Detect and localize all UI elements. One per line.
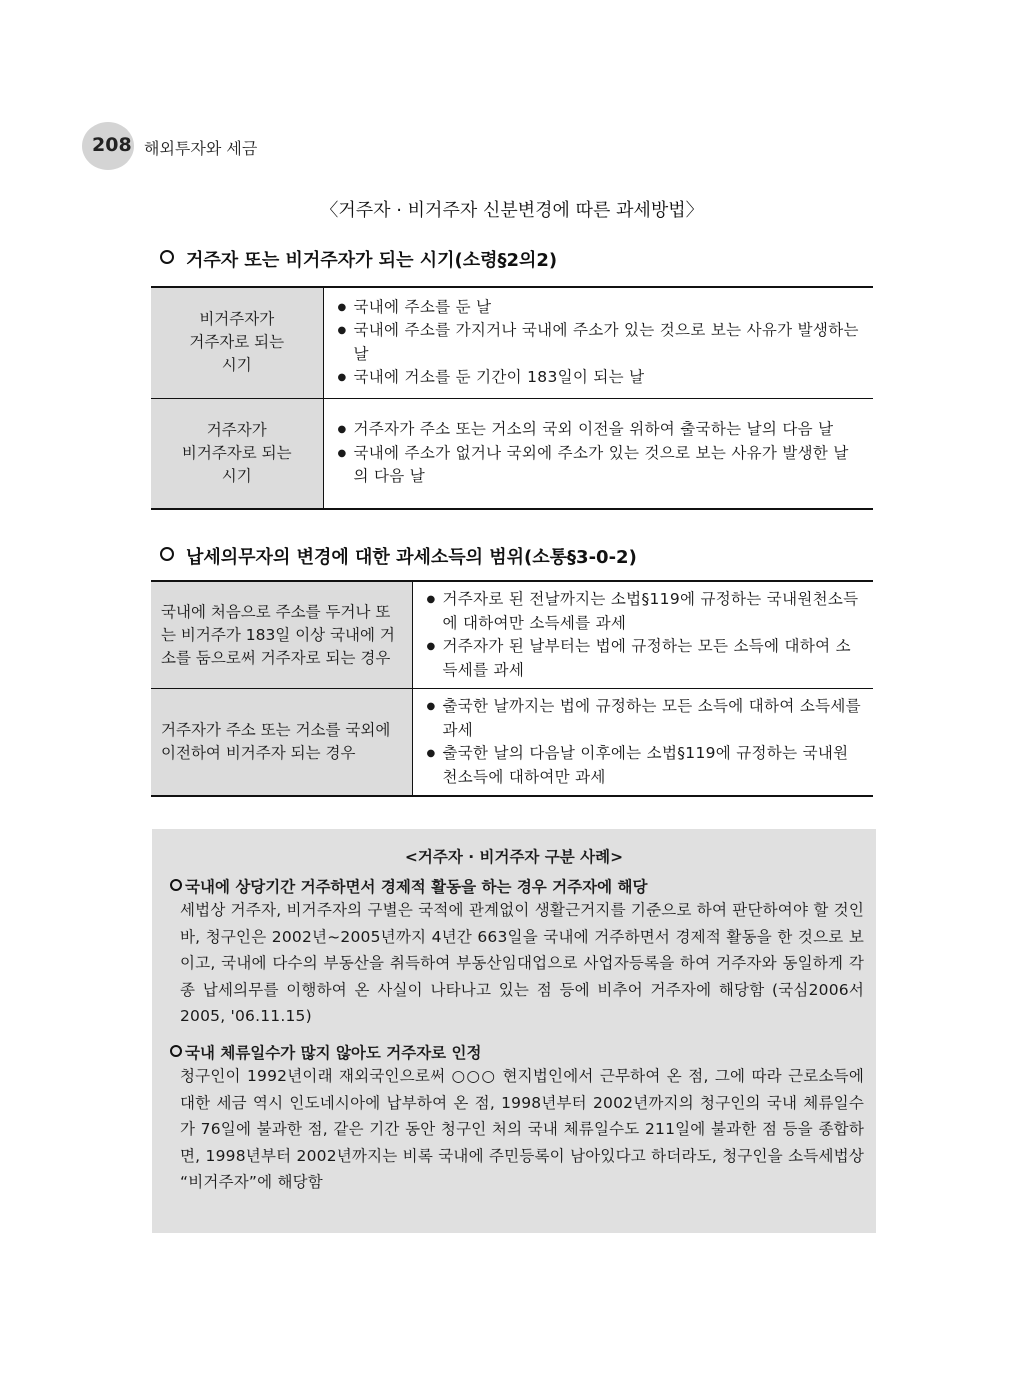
table-row bbox=[151, 581, 873, 689]
timing-row-label bbox=[151, 398, 323, 509]
timing-heading bbox=[160, 246, 557, 272]
page-number: 208 bbox=[92, 134, 132, 156]
page-header bbox=[82, 122, 482, 168]
circle-bullet-icon bbox=[170, 879, 182, 891]
label-line: 비거주자가 bbox=[199, 310, 275, 329]
list-item: ● 국내에 주소를 둔 날 bbox=[338, 296, 864, 320]
label-line: 시기 bbox=[221, 356, 252, 375]
label-line: 시기 bbox=[221, 466, 252, 485]
scope-row-content bbox=[412, 581, 873, 689]
case-heading bbox=[170, 1041, 482, 1063]
circle-bullet-icon bbox=[160, 547, 174, 561]
scope-row-label: 거주자가 주소 또는 거소를 국외에 이전하여 비거주자 되는 경우 bbox=[151, 689, 412, 797]
timing-row-label bbox=[151, 287, 323, 398]
case-body: 청구인이 1992년이래 재외국인으로써 ○○○ 현지법인에서 근무하여 온 점, 그에 따라 근로소득에 대한 세금 역시 인도네시아에 납부하여 온 점, 1998년부터 2002년까지의 청구인의 국내 체류일수가 76일에 불과한 점, 같은 기간 동안 청구인 처의 국내 체류일수도 211일에 불과한 점 등을 종합하면, 1998년부터 2002년까지는 비록 국내에 주민등록이 남아있다고 하더라도, 청구인을 소득세법상 “비거주자”에 해당함 bbox=[180, 1067, 864, 1191]
circle-bullet-icon bbox=[170, 1045, 182, 1057]
list-item: ● 국내에 거소를 둔 기간이 183일이 되는 날 bbox=[338, 366, 864, 390]
scope-heading-text: 납세의무자의 변경에 대한 과세소득의 범위(소통§3-0-2) bbox=[186, 547, 637, 568]
case-examples-box bbox=[152, 829, 876, 1233]
table-row bbox=[151, 398, 873, 509]
list-item: ● 출국한 날의 다음날 이후에는 소법§119에 규정하는 국내원천소득에 대하여만 과세 bbox=[427, 742, 864, 789]
list-item: ● 국내에 주소를 가지거나 국내에 주소가 있는 것으로 보는 사유가 발생하는 날 bbox=[338, 319, 864, 366]
section-title: 〈거주자 · 비거주자 신분변경에 따른 과세방법〉 bbox=[320, 200, 704, 221]
case-heading-text: 국내에 상당기간 거주하면서 경제적 활동을 하는 경우 거주자에 해당 bbox=[185, 878, 648, 896]
list-item: ● 거주자가 주소 또는 거소의 국외 이전을 위하여 출국하는 날의 다음 날 bbox=[338, 418, 864, 442]
table-row bbox=[151, 689, 873, 797]
case-heading-text: 국내 체류일수가 많지 않아도 거주자로 인정 bbox=[185, 1044, 482, 1062]
timing-row-content bbox=[323, 398, 873, 509]
label-line: 비거주자로 되는 bbox=[181, 443, 292, 462]
label-line: 거주자가 bbox=[206, 420, 267, 439]
circle-bullet-icon bbox=[160, 250, 174, 264]
label-line: 거주자로 되는 bbox=[189, 333, 285, 352]
scope-row-label: 국내에 처음으로 주소를 두거나 또는 비거주가 183일 이상 국내에 거소를 둠으로써 거주자로 되는 경우 bbox=[151, 581, 412, 689]
list-item: ● 거주자가 된 날부터는 법에 규정하는 모든 소득에 대하여 소득세를 과세 bbox=[427, 635, 864, 682]
list-item: ● 국내에 주소가 없거나 국외에 주소가 있는 것으로 보는 사유가 발생한 날의 다음 날 bbox=[338, 442, 864, 489]
running-header-title: 해외투자와 세금 bbox=[144, 139, 258, 158]
scope-table bbox=[151, 580, 873, 797]
list-item: ● 출국한 날까지는 법에 규정하는 모든 소득에 대하여 소득세를 과세 bbox=[427, 695, 864, 742]
scope-row-content bbox=[412, 689, 873, 797]
scope-heading bbox=[160, 543, 637, 569]
case-box-title: <거주자 · 비거주자 구분 사례> bbox=[404, 848, 624, 866]
timing-table bbox=[151, 286, 873, 510]
table-row bbox=[151, 287, 873, 398]
timing-heading-text: 거주자 또는 비거주자가 되는 시기(소령§2의2) bbox=[186, 250, 558, 271]
case-body: 세법상 거주자, 비거주자의 구별은 국적에 관계없이 생활근거지를 기준으로 하여 판단하여야 할 것인 바, 청구인은 2002년~2005년까지 4년간 663일을 국내에 거주하면서 경제적 활동을 한 것으로 보이고, 국내에 다수의 부동산을 취득하여 부동산임대업으로 사업자등록을 하여 거주자와 동일하게 각종 납세의무를 이행하여 온 사실이 나타나고 있는 점 등에 비추어 거주자에 해당함 (국심2006서2005, '06.11.15) bbox=[180, 901, 864, 1025]
timing-row-content bbox=[323, 287, 873, 398]
list-item: ● 거주자로 된 전날까지는 소법§119에 규정하는 국내원천소득에 대하여만 소득세를 과세 bbox=[427, 588, 864, 635]
case-heading bbox=[170, 875, 647, 897]
